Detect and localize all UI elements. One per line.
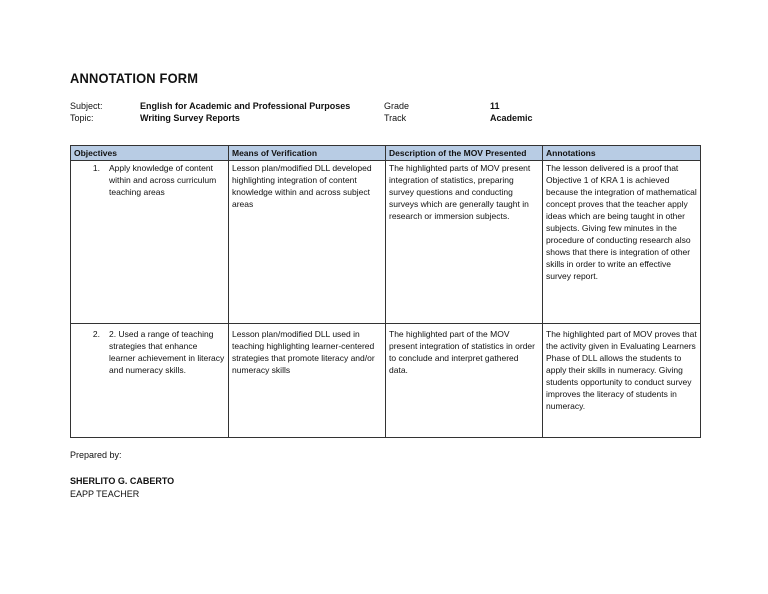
objective-number: 1. — [92, 163, 100, 173]
grade-label: Grade — [384, 101, 410, 111]
subject-value: English for Academic and Professional Purposes — [140, 101, 351, 111]
header-means-of-verification: Means of Verification — [229, 146, 386, 161]
preparer-name: SHERLITO G. CABERTO — [70, 476, 175, 486]
description-cell: The highlighted parts of MOV present integration of statistics, preparing survey questions and conducting surveys which are generally taught in research or immersion subjects. — [386, 161, 543, 324]
track-label: Track — [384, 113, 407, 123]
header-objectives: Objectives — [71, 146, 229, 161]
track-value: Academic — [490, 113, 533, 123]
mov-cell: Lesson plan/modified DLL developed highlighting integration of content knowledge within and across subject areas — [229, 161, 386, 324]
topic-label: Topic: — [70, 113, 94, 123]
header-annotations: Annotations — [543, 146, 701, 161]
description-cell: The highlighted part of the MOV present integration of statistics in order to conclude and interpret gathered data. — [386, 324, 543, 438]
objective-text: Apply knowledge of content within and across curriculum teaching areas — [109, 163, 217, 197]
objective-cell — [71, 324, 229, 438]
header-description: Description of the MOV Presented — [386, 146, 543, 161]
mov-cell: Lesson plan/modified DLL used in teaching highlighting learner-centered strategies that promote literacy and/or numeracy skills — [229, 324, 386, 438]
objective-cell — [71, 161, 229, 324]
annotation-cell: The highlighted part of MOV proves that the activity given in Evaluating Learners Phase of DLL allows the students to apply their skills in numeracy. Giving students opportunity to conduct survey improves the literacy of students in numeracy. — [543, 324, 701, 438]
topic-value: Writing Survey Reports — [140, 113, 240, 123]
objective-text: 2. Used a range of teaching strategies that enhance learner achievement in literacy and numeracy skills. — [109, 329, 225, 375]
table-row — [71, 324, 701, 438]
table-header-row — [71, 146, 701, 161]
objective-number: 2. — [92, 329, 100, 339]
subject-label: Subject: — [70, 101, 103, 111]
grade-value: 11 — [490, 101, 500, 111]
annotation-cell: The lesson delivered is a proof that Objective 1 of KRA 1 is achieved because the integration of mathematical concept proves that the teacher apply ideas which are being taught in other subjects. Giving few minutes in the procedure of conducting research also shows that there is integration of other skills in order to write an effective survey report. — [543, 161, 701, 324]
prepared-by-label: Prepared by: — [70, 450, 122, 460]
annotation-table — [70, 145, 701, 438]
table-row — [71, 161, 701, 324]
preparer-position: EAPP TEACHER — [70, 489, 140, 499]
form-title: ANNOTATION FORM — [70, 70, 199, 86]
